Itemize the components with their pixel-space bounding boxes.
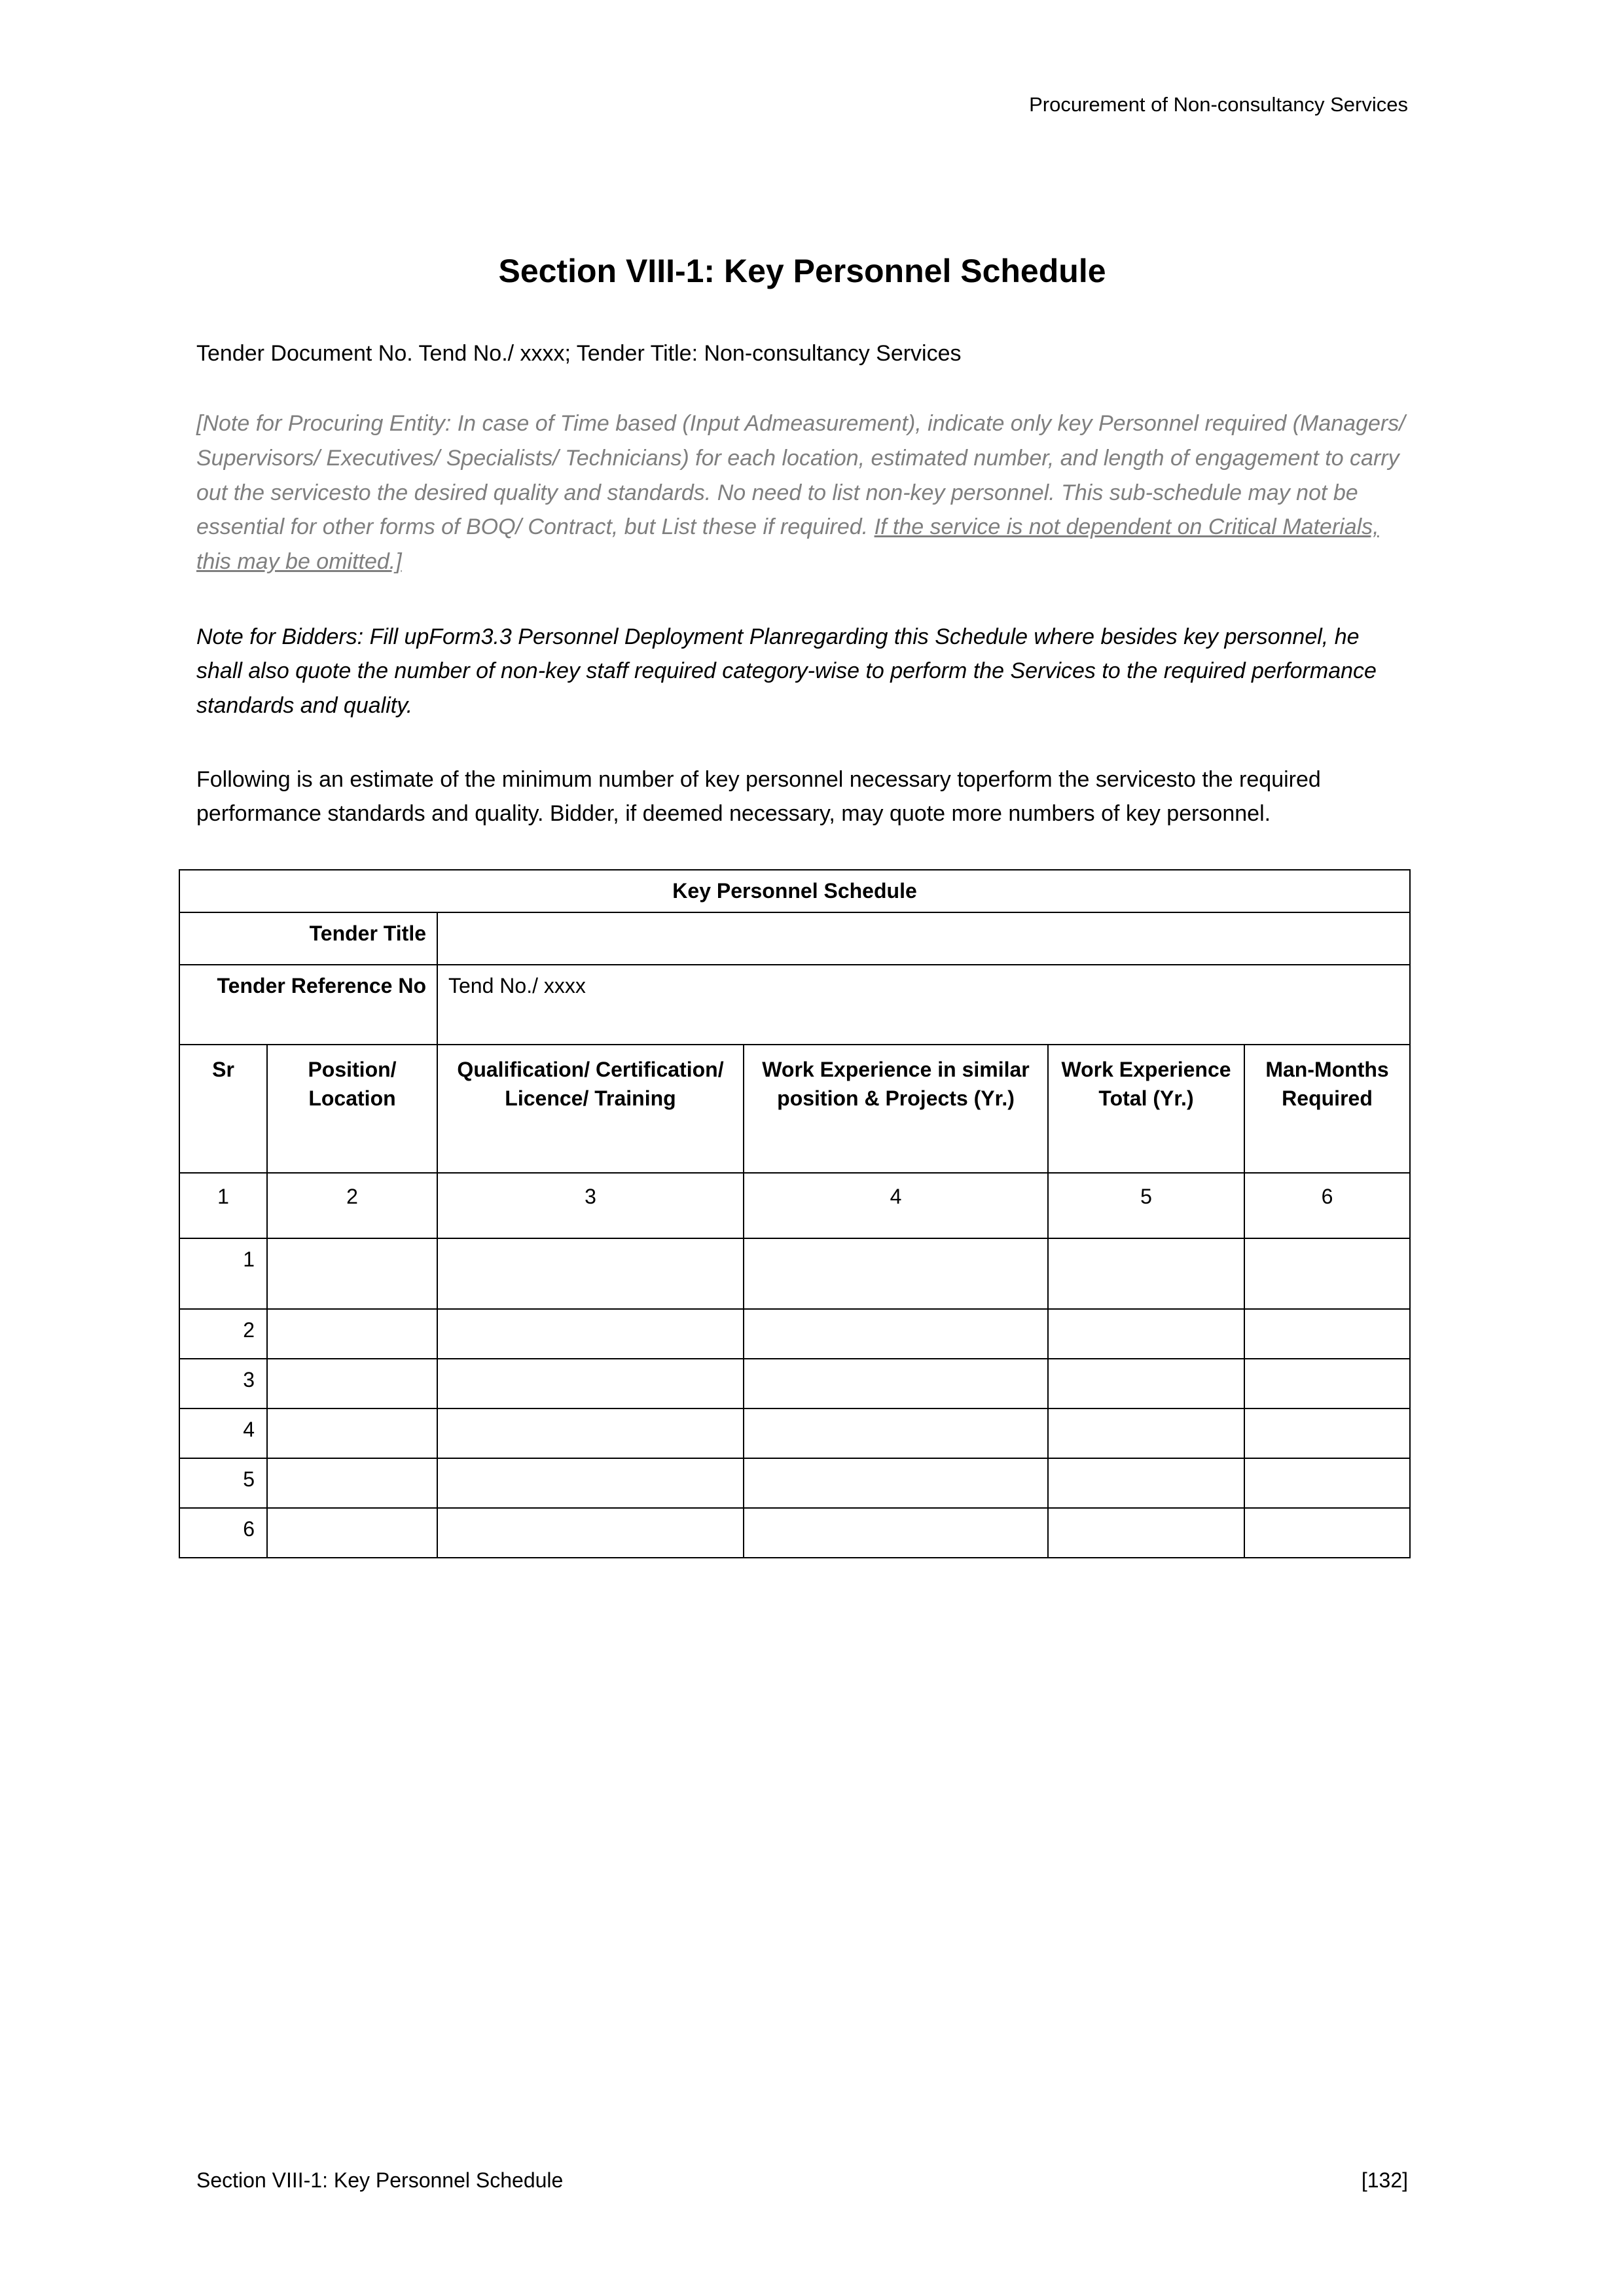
empty-cell xyxy=(744,1359,1048,1408)
column-number: 5 xyxy=(1048,1173,1244,1238)
empty-cell xyxy=(744,1309,1048,1359)
empty-cell xyxy=(437,1359,744,1408)
empty-cell xyxy=(1048,1458,1244,1508)
empty-cell xyxy=(267,1359,437,1408)
table-row xyxy=(179,1309,1410,1359)
empty-cell xyxy=(267,1458,437,1508)
empty-cell xyxy=(1048,1359,1244,1408)
column-number-row xyxy=(179,1173,1410,1238)
page-footer xyxy=(196,2168,1408,2193)
empty-cell xyxy=(744,1238,1048,1309)
tender-title-row xyxy=(179,912,1410,965)
empty-cell xyxy=(1048,1238,1244,1309)
empty-cell xyxy=(1048,1309,1244,1359)
column-header-position: Position/ Location xyxy=(267,1045,437,1173)
table-caption: Key Personnel Schedule xyxy=(179,870,1410,912)
footer-page-number: [132] xyxy=(1361,2168,1408,2192)
sr-number: 6 xyxy=(179,1508,267,1558)
empty-cell xyxy=(1244,1408,1410,1458)
empty-cell xyxy=(267,1238,437,1309)
note-procuring-main: [Note for Procuring Entity: In case of Time based (Input Admeasurement), indicate only key Personnel required (Managers/ Supervisors/ Executives/ Specialists/ Technicians) for each location, estimated number, and length of engagement to carry out the servicesto the desired quality and standards. No need to list non-key personnel. This sub-schedule may not be essential for other forms of BOQ/ Contract, but List these if required. xyxy=(196,411,1405,540)
table-caption-row xyxy=(179,870,1410,912)
intro-paragraph: Tender Document No. Tend No./ xxxx; Tender Title: Non-consultancy Services xyxy=(196,341,962,367)
empty-cell xyxy=(267,1508,437,1558)
empty-cell xyxy=(744,1408,1048,1458)
sr-number: 5 xyxy=(179,1458,267,1508)
tender-title-label: Tender Title xyxy=(179,912,437,965)
tender-reference-value: Tend No./ xxxx xyxy=(437,965,1410,1045)
column-number: 6 xyxy=(1244,1173,1410,1238)
column-number: 3 xyxy=(437,1173,744,1238)
table-row xyxy=(179,1408,1410,1458)
footer-section-title: Section VIII-1: Key Personnel Schedule xyxy=(196,2168,564,2192)
empty-cell xyxy=(1244,1458,1410,1508)
page-header xyxy=(196,92,1408,118)
column-header-sr: Sr xyxy=(179,1045,267,1173)
note-procuring-entity xyxy=(196,406,1408,579)
column-header-work-experience-similar: Work Experience in similar position & Projects (Yr.) xyxy=(744,1045,1048,1173)
sr-number: 4 xyxy=(179,1408,267,1458)
table-row xyxy=(179,1458,1410,1508)
column-number: 4 xyxy=(744,1173,1048,1238)
column-number: 2 xyxy=(267,1173,437,1238)
key-personnel-table xyxy=(179,869,1411,1558)
empty-cell xyxy=(744,1508,1048,1558)
empty-cell xyxy=(744,1458,1048,1508)
column-header-man-months: Man-Months Required xyxy=(1244,1045,1410,1173)
tender-reference-row xyxy=(179,965,1410,1045)
header-text: Procurement of Non-consultancy Services xyxy=(1029,93,1408,116)
note-procuring-underlined: If the service is not dependent on Critical Materials, this may be omitted.] xyxy=(196,514,1379,575)
table-row xyxy=(179,1508,1410,1558)
table-row xyxy=(179,1238,1410,1309)
table-row xyxy=(179,1359,1410,1408)
empty-cell xyxy=(437,1309,744,1359)
note-bidders: Note for Bidders: Fill upForm3.3 Personnel Deployment Planregarding this Schedule where besides key personnel, he shall also quote the number of non-key staff required category-wise to perform the Services to the required performance standards and quality. xyxy=(196,624,1377,719)
empty-cell xyxy=(1244,1238,1410,1309)
empty-cell xyxy=(437,1408,744,1458)
sr-number: 2 xyxy=(179,1309,267,1359)
sr-number: 1 xyxy=(179,1238,267,1309)
following-paragraph: Following is an estimate of the minimum number of key personnel necessary toperform the servicesto the required performance standards and quality. Bidder, if deemed necessary, may quote more numbers of key personnel. xyxy=(196,766,1321,827)
column-header-row xyxy=(179,1045,1410,1173)
empty-cell xyxy=(267,1408,437,1458)
empty-cell xyxy=(437,1238,744,1309)
empty-cell xyxy=(437,1458,744,1508)
empty-cell xyxy=(1244,1508,1410,1558)
empty-cell xyxy=(267,1309,437,1359)
page-title: Section VIII-1: Key Personnel Schedule xyxy=(498,253,1106,290)
tender-title-value xyxy=(437,912,1410,965)
empty-cell xyxy=(1244,1359,1410,1408)
sr-number: 3 xyxy=(179,1359,267,1408)
column-number: 1 xyxy=(179,1173,267,1238)
empty-cell xyxy=(1048,1508,1244,1558)
column-header-work-experience-total: Work Experience Total (Yr.) xyxy=(1048,1045,1244,1173)
empty-cell xyxy=(1048,1408,1244,1458)
column-header-qualification: Qualification/ Certification/ Licence/ Training xyxy=(437,1045,744,1173)
empty-cell xyxy=(437,1508,744,1558)
tender-reference-label: Tender Reference No xyxy=(179,965,437,1045)
empty-cell xyxy=(1244,1309,1410,1359)
